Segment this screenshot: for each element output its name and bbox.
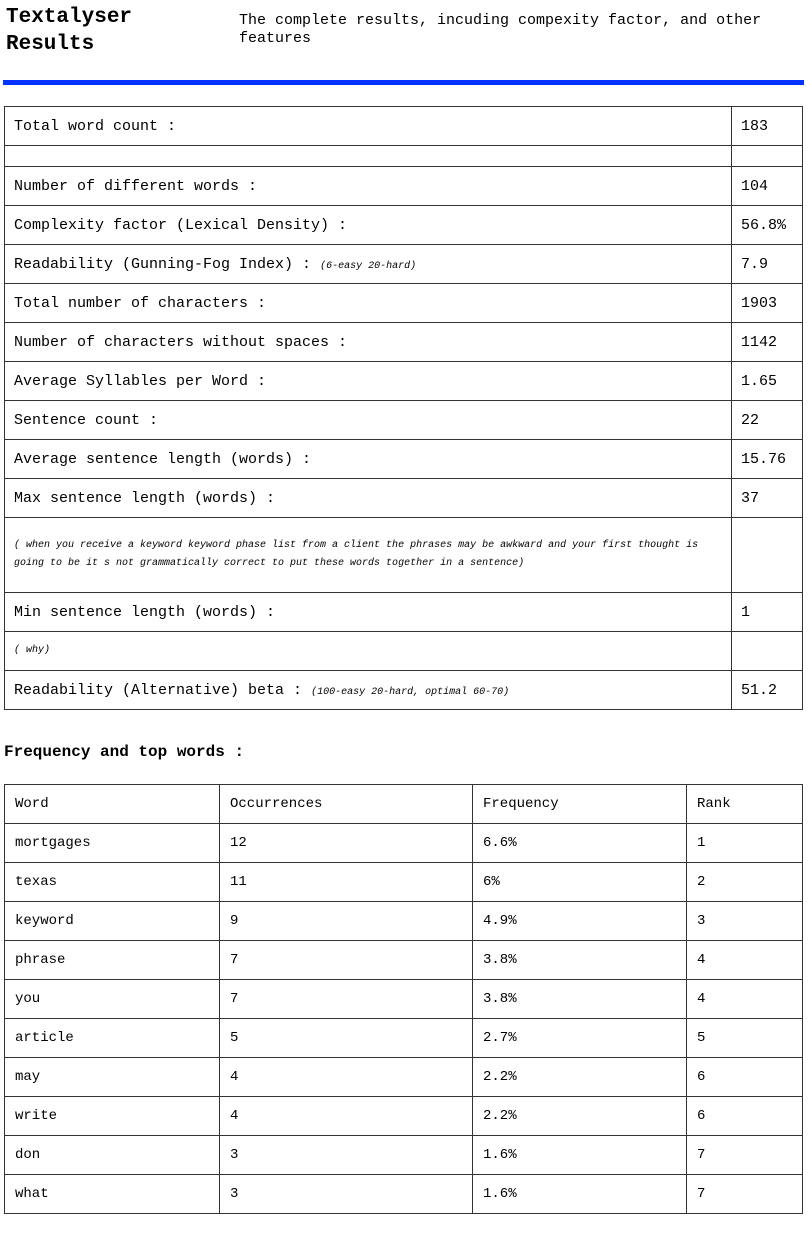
frequency-cell: 4.9% bbox=[473, 902, 687, 941]
word-cell: texas bbox=[5, 863, 220, 902]
occurrences-cell: 3 bbox=[220, 1136, 473, 1175]
table-row bbox=[5, 863, 803, 902]
word-cell: phrase bbox=[5, 941, 220, 980]
rank-cell: 6 bbox=[687, 1058, 803, 1097]
rank-cell: 7 bbox=[687, 1175, 803, 1214]
occurrences-cell: 11 bbox=[220, 863, 473, 902]
table-row bbox=[5, 1058, 803, 1097]
stat-label-cell bbox=[5, 671, 732, 710]
stat-row-max-sentence-example bbox=[5, 518, 803, 593]
column-header-occurrences: Occurrences bbox=[220, 785, 473, 824]
table-header-row bbox=[5, 785, 803, 824]
column-header-word: Word bbox=[5, 785, 220, 824]
occurrences-cell: 4 bbox=[220, 1058, 473, 1097]
word-cell: keyword bbox=[5, 902, 220, 941]
sentence-example: ( why) bbox=[5, 632, 732, 671]
stat-row-total-chars bbox=[5, 284, 803, 323]
table-row bbox=[5, 1019, 803, 1058]
rank-cell: 1 bbox=[687, 824, 803, 863]
rank-cell: 7 bbox=[687, 1136, 803, 1175]
stat-value: 15.76 bbox=[732, 440, 803, 479]
table-row bbox=[5, 1097, 803, 1136]
stat-value: 22 bbox=[732, 401, 803, 440]
header-divider bbox=[3, 80, 804, 85]
word-cell: write bbox=[5, 1097, 220, 1136]
stat-row-complexity bbox=[5, 206, 803, 245]
rank-cell: 6 bbox=[687, 1097, 803, 1136]
column-header-rank: Rank bbox=[687, 785, 803, 824]
rank-cell: 4 bbox=[687, 980, 803, 1019]
stat-value: 7.9 bbox=[732, 245, 803, 284]
rank-cell: 2 bbox=[687, 863, 803, 902]
stat-value: 1903 bbox=[732, 284, 803, 323]
stats-table bbox=[4, 106, 803, 710]
stat-row-readability-fog bbox=[5, 245, 803, 284]
stat-row-avg-syllables bbox=[5, 362, 803, 401]
frequency-cell: 2.2% bbox=[473, 1097, 687, 1136]
stat-label: Readability (Gunning-Fog Index) : bbox=[14, 255, 312, 273]
stat-value: 104 bbox=[732, 167, 803, 206]
stat-label: Readability (Alternative) beta : bbox=[14, 681, 303, 699]
frequency-cell: 2.2% bbox=[473, 1058, 687, 1097]
page-subtitle: The complete results, incuding compexity factor, and other features bbox=[239, 12, 762, 47]
stat-label: Complexity factor (Lexical Density) : bbox=[5, 206, 732, 245]
column-header-frequency: Frequency bbox=[473, 785, 687, 824]
stat-label: Min sentence length (words) : bbox=[5, 593, 732, 632]
page-header bbox=[0, 0, 811, 80]
word-cell: you bbox=[5, 980, 220, 1019]
frequency-title: Frequency and top words : bbox=[4, 743, 245, 761]
stat-value: 1.65 bbox=[732, 362, 803, 401]
occurrences-cell: 7 bbox=[220, 941, 473, 980]
stat-label: Average sentence length (words) : bbox=[5, 440, 732, 479]
frequency-cell: 6.6% bbox=[473, 824, 687, 863]
frequency-cell: 2.7% bbox=[473, 1019, 687, 1058]
table-row bbox=[5, 980, 803, 1019]
sentence-example: ( when you receive a keyword keyword phase list from a client the phrases may be awkward and your first thought is going to be it s not grammatically correct to put these words together in a sentence) bbox=[5, 518, 732, 593]
occurrences-cell: 5 bbox=[220, 1019, 473, 1058]
stat-value: 183 bbox=[732, 107, 803, 146]
stat-row-max-sentence-length bbox=[5, 479, 803, 518]
occurrences-cell: 7 bbox=[220, 980, 473, 1019]
empty-cell bbox=[5, 146, 732, 167]
occurrences-cell: 3 bbox=[220, 1175, 473, 1214]
word-cell: mortgages bbox=[5, 824, 220, 863]
stat-row-sentence-count bbox=[5, 401, 803, 440]
frequency-cell: 6% bbox=[473, 863, 687, 902]
table-row bbox=[5, 902, 803, 941]
frequency-cell: 3.8% bbox=[473, 941, 687, 980]
stat-value: 51.2 bbox=[732, 671, 803, 710]
table-row bbox=[5, 1175, 803, 1214]
rank-cell: 5 bbox=[687, 1019, 803, 1058]
stat-row-total-words bbox=[5, 107, 803, 146]
stat-row-avg-sentence-length bbox=[5, 440, 803, 479]
stat-hint: (6-easy 20-hard) bbox=[320, 260, 417, 272]
occurrences-cell: 9 bbox=[220, 902, 473, 941]
stat-value: 37 bbox=[732, 479, 803, 518]
stat-row-blank bbox=[5, 146, 803, 167]
stat-value: 1142 bbox=[732, 323, 803, 362]
rank-cell: 4 bbox=[687, 941, 803, 980]
empty-cell bbox=[732, 146, 803, 167]
table-row bbox=[5, 824, 803, 863]
occurrences-cell: 12 bbox=[220, 824, 473, 863]
table-row bbox=[5, 1136, 803, 1175]
page-title: Textalyser Results bbox=[6, 6, 133, 56]
stat-row-readability-alt bbox=[5, 671, 803, 710]
stat-label-cell bbox=[5, 245, 732, 284]
word-cell: may bbox=[5, 1058, 220, 1097]
frequency-cell: 3.8% bbox=[473, 980, 687, 1019]
stat-value: 56.8% bbox=[732, 206, 803, 245]
stat-label: Number of different words : bbox=[5, 167, 732, 206]
stat-row-different-words bbox=[5, 167, 803, 206]
stat-row-min-sentence-example bbox=[5, 632, 803, 671]
empty-cell bbox=[732, 518, 803, 593]
stat-hint: (100-easy 20-hard, optimal 60-70) bbox=[311, 686, 510, 698]
stat-label: Max sentence length (words) : bbox=[5, 479, 732, 518]
stat-label: Total word count : bbox=[5, 107, 732, 146]
stat-label: Number of characters without spaces : bbox=[5, 323, 732, 362]
occurrences-cell: 4 bbox=[220, 1097, 473, 1136]
empty-cell bbox=[732, 632, 803, 671]
word-cell: don bbox=[5, 1136, 220, 1175]
stat-label: Total number of characters : bbox=[5, 284, 732, 323]
stat-row-chars-no-spaces bbox=[5, 323, 803, 362]
word-cell: what bbox=[5, 1175, 220, 1214]
stat-label: Sentence count : bbox=[5, 401, 732, 440]
frequency-table bbox=[4, 784, 803, 1214]
frequency-cell: 1.6% bbox=[473, 1136, 687, 1175]
stat-row-min-sentence-length bbox=[5, 593, 803, 632]
stat-value: 1 bbox=[732, 593, 803, 632]
word-cell: article bbox=[5, 1019, 220, 1058]
table-row bbox=[5, 941, 803, 980]
rank-cell: 3 bbox=[687, 902, 803, 941]
stat-label: Average Syllables per Word : bbox=[5, 362, 732, 401]
frequency-cell: 1.6% bbox=[473, 1175, 687, 1214]
